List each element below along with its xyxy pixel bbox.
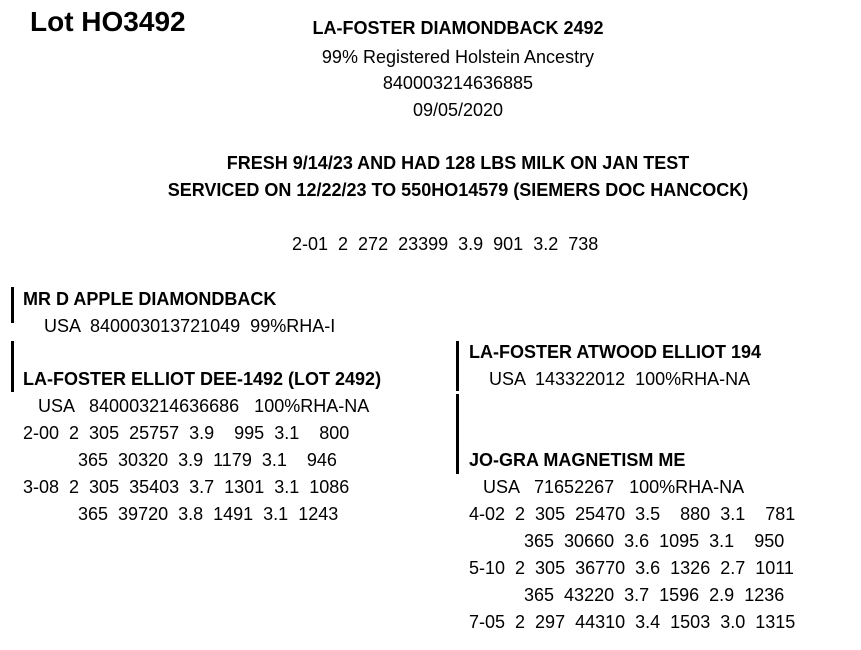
birth-date: 09/05/2020: [412, 100, 504, 120]
dam-bracket: [11, 341, 14, 392]
maternal-granddam-record-row: 7-05 2 297 44310 3.4 1503 3.0 1315: [469, 612, 796, 632]
maternal-grandsire-info: USA 143322012 100%RHA-NA: [489, 369, 751, 389]
animal-id: 840003214636885: [382, 73, 534, 93]
maternal-granddam-record-row: 4-02 2 305 25470 3.5 880 3.1 781: [469, 504, 796, 524]
maternal-granddam-bracket: [456, 394, 459, 474]
dam-name: LA-FOSTER ELLIOT DEE-1492 (LOT 2492): [23, 369, 382, 389]
maternal-granddam-record-row: 365 43220 3.7 1596 2.9 1236: [469, 585, 785, 605]
dam-info: USA 840003214636686 100%RHA-NA: [38, 396, 370, 416]
maternal-granddam-record-row: 5-10 2 305 36770 3.6 1326 2.7 1011: [469, 558, 794, 578]
sire-name: MR D APPLE DIAMONDBACK: [23, 289, 277, 309]
sire-info: USA 840003013721049 99%RHA-I: [44, 316, 336, 336]
dam-record-row: 365 39720 3.8 1491 3.1 1243: [23, 504, 339, 524]
maternal-grandsire-name: LA-FOSTER ATWOOD ELLIOT 194: [469, 342, 761, 362]
maternal-grandsire-bracket: [456, 341, 459, 391]
production-record: 2-01 2 272 23399 3.9 901 3.2 738: [292, 234, 599, 254]
maternal-granddam-info: USA 71652267 100%RHA-NA: [483, 477, 745, 497]
animal-name: LA-FOSTER DIAMONDBACK 2492: [312, 18, 604, 38]
dam-record-row: 3-08 2 305 35403 3.7 1301 3.1 1086: [23, 477, 350, 497]
fresh-note: FRESH 9/14/23 AND HAD 128 LBS MILK ON JAN TEST: [226, 153, 690, 173]
sire-bracket: [11, 287, 14, 323]
dam-record-row: 2-00 2 305 25757 3.9 995 3.1 800: [23, 423, 350, 443]
service-note: SERVICED ON 12/22/23 TO 550HO14579 (SIEMERS DOC HANCOCK): [167, 180, 749, 200]
lot-number: Lot HO3492: [30, 6, 186, 37]
dam-record-row: 365 30320 3.9 1179 3.1 946: [23, 450, 337, 470]
maternal-granddam-record-row: 365 30660 3.6 1095 3.1 950: [469, 531, 785, 551]
maternal-granddam-name: JO-GRA MAGNETISM ME: [469, 450, 686, 470]
ancestry-line: 99% Registered Holstein Ancestry: [321, 47, 595, 67]
